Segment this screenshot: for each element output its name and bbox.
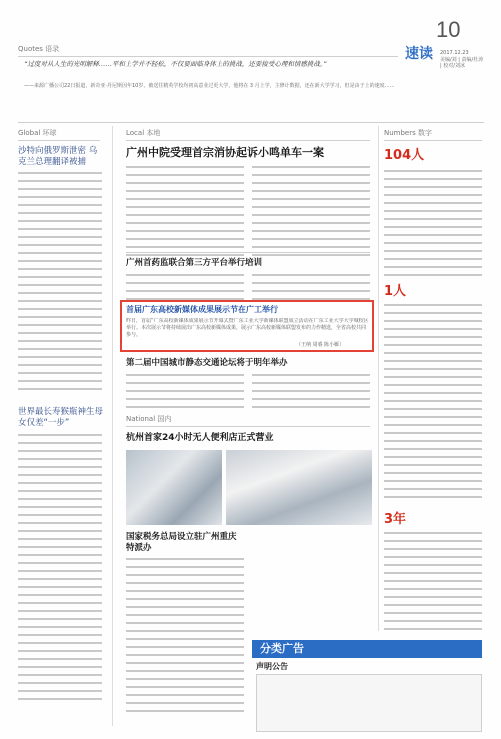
global-headline-2: 世界最长寿猴瓶神生母女仅差“一步” [18, 407, 104, 428]
notice-label: 声明公告 [256, 662, 288, 671]
masthead-editor: 美编/刘 | 责编/杜涛 | 校对/刘冰 [440, 57, 484, 69]
highlight-body: 昨日，首届“广东高校新媒体成果展示节开幕式暨广东工业大学新媒体联盟成立活动在广东工业大学大学城校区举行。本次展示节将持续展出广东高校新媒体成果，展示广东高校新媒体联盟发布的力作精选，全省高校共同参与。 [126, 318, 369, 338]
number-2: 1人 [384, 284, 407, 299]
global-headline: 沙特向俄罗斯泄密 乌克兰总理翻译被捕 [18, 146, 98, 167]
local-rule [126, 140, 370, 141]
store-photo-2 [226, 450, 372, 525]
brand-title: 速读 [405, 46, 433, 62]
forum-text-left [126, 374, 244, 414]
numbers-rule [384, 140, 482, 141]
classified-banner: 分类广告 [252, 640, 482, 658]
local-main-headline: 广州中院受理首宗消协起诉小鸣单车一案 [126, 146, 324, 159]
global-article-text [18, 172, 102, 396]
quotes-text: “过度对从人生的光明解释……平和上学并不轻松，不仅要面临身体上的挑战，还要接受心理和情感挑战。” [24, 60, 327, 68]
number-3-text [384, 532, 482, 636]
global-section-label: Global 环球 [18, 129, 57, 137]
masthead-date: 2017.12.23 [440, 50, 469, 56]
number-3: 3年 [384, 512, 407, 527]
notice-box [256, 674, 482, 732]
local-divider [126, 252, 370, 253]
forum-headline: 第二届中国城市静态交通论坛将于明年举办 [126, 358, 288, 368]
forum-text-right [252, 374, 370, 414]
tax-text [126, 558, 244, 718]
quotes-rule [18, 56, 398, 57]
tax-headline: 国家税务总局设立驻广州重庆特派办 [126, 532, 237, 553]
highlight-title: 首届广东高校新媒体成果展示节在广工举行 [126, 305, 278, 314]
local-section-label: Local 本地 [126, 129, 161, 137]
page-number: 10 [436, 17, 461, 42]
numbers-section-label: Numbers 数字 [384, 129, 432, 137]
quotes-body: ——来源广播公司22日报道，新奇亚·丹尼斯因年10岁，被送往精英学校均初高意业过更大学，他将在 3 月上学，主修计数据，还在新大学学习，但是由于上的速度…… [24, 83, 395, 89]
national-section-label: National 国内 [126, 415, 172, 423]
global-article-2-text [18, 434, 102, 706]
global-rule [18, 140, 100, 141]
local-main-text-left [126, 166, 244, 262]
store-photo [126, 450, 222, 525]
local-main-text-right [252, 166, 370, 262]
quotes-section-label: Quotes 语录 [18, 45, 60, 53]
quotes-bottom-rule [18, 122, 484, 123]
number-2-text [384, 304, 482, 504]
local-sub-headline: 广州首药监联合第三方平台举行培训 [126, 258, 263, 268]
column-divider-right [378, 126, 379, 631]
highlight-credit: （王纳 周睿 陈小雁） [296, 342, 345, 348]
national-rule [126, 426, 370, 427]
number-1-text [384, 170, 482, 282]
column-divider-left [112, 126, 113, 726]
number-1: 104人 [384, 148, 425, 163]
national-headline: 杭州首家24小时无人便利店正式营业 [126, 433, 274, 443]
